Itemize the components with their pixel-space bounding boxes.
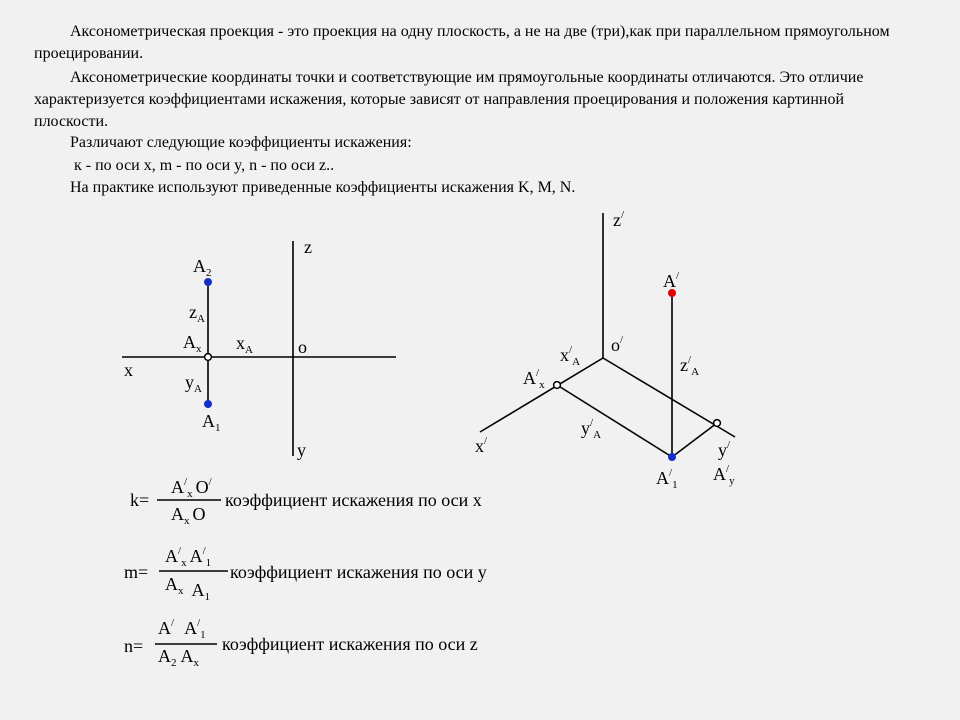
point-a1 bbox=[204, 400, 212, 408]
label-xa: $x_A$ bbox=[236, 333, 253, 356]
ortho-x-label: x bbox=[124, 360, 133, 380]
label-a1: $A_1$ bbox=[202, 411, 221, 434]
n-description: коэффициент искажения по оси z bbox=[222, 634, 478, 654]
n-label: n= bbox=[124, 636, 144, 656]
ortho-origin-label: o bbox=[298, 337, 307, 357]
ortho-z-label: z bbox=[304, 237, 312, 257]
label-ax-prime: $A^/_x$ bbox=[523, 367, 545, 391]
m-denominator: $A_x$ $A_1$ bbox=[165, 574, 210, 603]
axo-origin-label: o/ bbox=[611, 334, 624, 355]
ortho-y-label: y bbox=[297, 440, 306, 460]
label-ya: $y_A$ bbox=[185, 372, 202, 395]
intro-paragraph-1: Аксонометрическая проекция - это проекция на одну плоскость, а не на две (три),как при параллельном прямоугольном проецировании. bbox=[34, 23, 890, 62]
label-a1-prime: $A^/_1$ bbox=[656, 467, 678, 491]
label-ya-prime: $y^/_A$ bbox=[581, 417, 602, 441]
point-a2 bbox=[204, 278, 212, 286]
k-numerator: $A^/_x$ O/ bbox=[171, 476, 212, 500]
label-xa-prime: $x^/_A$ bbox=[560, 344, 581, 368]
label-za: $z_A$ bbox=[189, 302, 205, 325]
n-denominator: $A_2$ $A_x$ bbox=[158, 646, 199, 669]
point-ax-prime bbox=[554, 382, 561, 389]
intro-paragraph-2: Аксонометрические координаты точки и соответствующие им прямоугольные координаты отличаются. Это отличие характеризуется коэффициентами искажения, которые зависят от направления проецирования и положения картинной плоскости. bbox=[34, 69, 864, 130]
coefficients-list: к - по оси x, m - по оси y, n - по оси z.. bbox=[74, 157, 335, 174]
m-label: m= bbox=[124, 562, 149, 582]
axo-x-label: x/ bbox=[475, 435, 488, 456]
axo-z-label: z/ bbox=[613, 209, 625, 230]
k-denominator: $A_x$ O bbox=[171, 504, 206, 527]
point-ax bbox=[205, 354, 212, 361]
label-a-prime: A/ bbox=[663, 270, 680, 291]
axo-ax-to-a1-line bbox=[557, 385, 672, 457]
label-ay-prime: $A^/_y$ bbox=[713, 463, 735, 487]
n-numerator: A/ $A^/_1$ bbox=[158, 617, 206, 641]
coefficients-intro: Различают следующие коэффициенты искажения: bbox=[70, 134, 412, 151]
k-description: коэффициент искажения по оси x bbox=[225, 490, 482, 510]
practice-note: На практике используют приведенные коэффициенты искажения K, M, N. bbox=[70, 179, 576, 196]
k-label: k= bbox=[130, 490, 150, 510]
axo-a1-to-ay-line bbox=[672, 423, 717, 457]
label-za-prime: $z^/_A$ bbox=[680, 354, 700, 378]
axo-y-label: y/ bbox=[718, 439, 731, 460]
m-numerator: $A^/_x$ $A^/_1$ bbox=[165, 545, 212, 569]
label-a2: $A_2$ bbox=[193, 256, 212, 279]
m-description: коэффициент искажения по оси y bbox=[230, 562, 487, 582]
point-a1-prime bbox=[668, 453, 676, 461]
point-ay-prime bbox=[714, 420, 721, 427]
label-ax: $A_x$ bbox=[183, 332, 202, 355]
